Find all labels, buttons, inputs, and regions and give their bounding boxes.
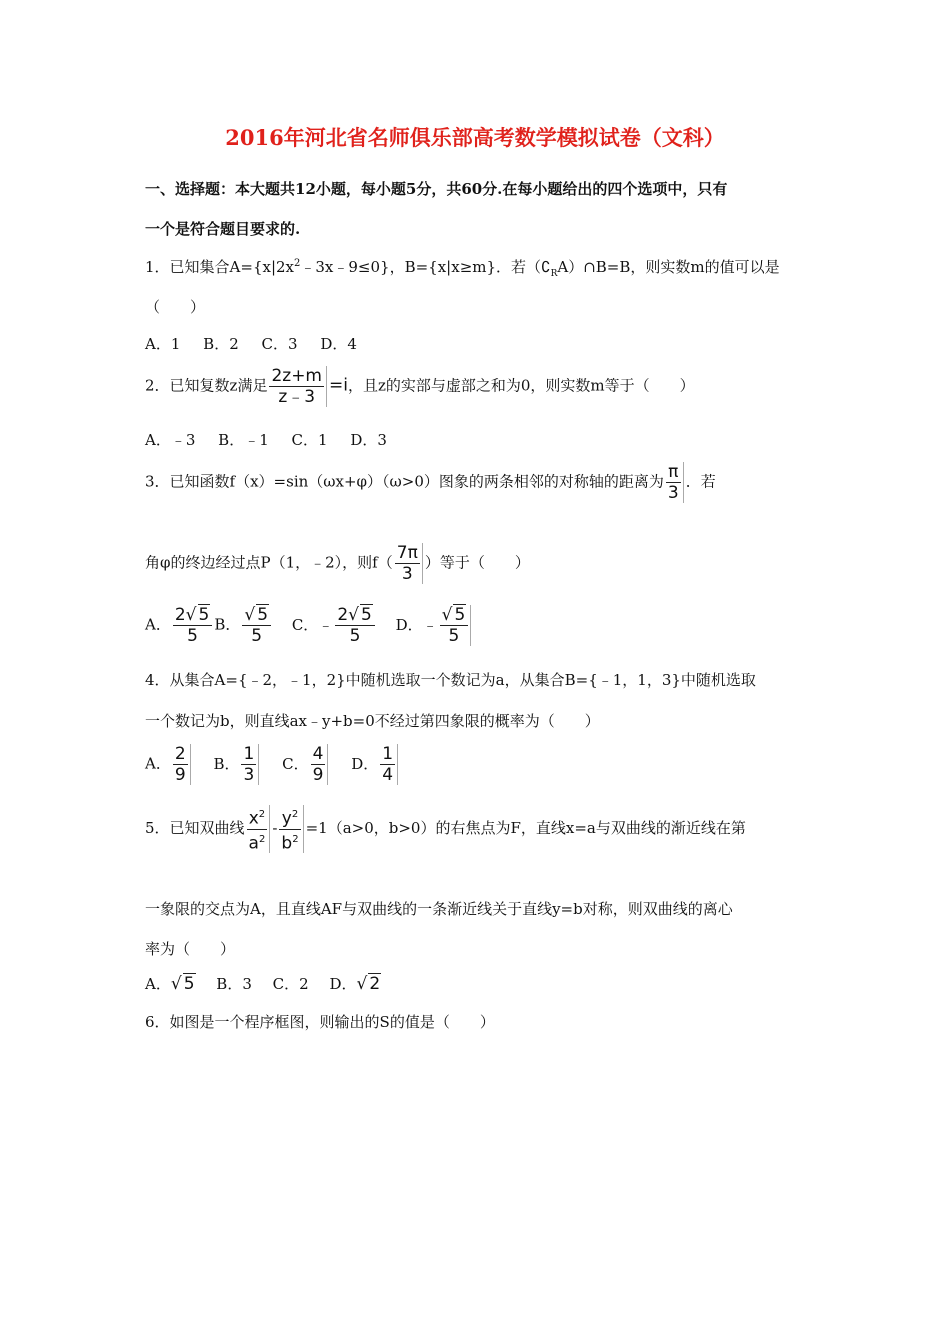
page-title: 2016年河北省名师俱乐部高考数学模拟试卷（文科） — [225, 125, 725, 150]
question-3-text: 3．已知函数f（x）=sin（ωx+φ）（ω>0）图象的两条相邻的对称轴的距离为 $\frac{\pi}{3}$ ．若 — [145, 462, 716, 503]
question-4-text-line2: 一个数记为b，则直线ax﹣y+b=0不经过第四象限的概率为（ ） — [145, 712, 600, 730]
option-b: B．2 — [203, 335, 239, 353]
section-heading-line2: 一个是符合题目要求的. — [145, 220, 301, 238]
question-4-options: A． $\frac{2}{9}$ B． $\frac{1}{3}$ C． $\frac{4}{9}$ D． $\frac{1}{4}$ — [145, 744, 400, 785]
question-1-blank: （ ） — [145, 298, 206, 316]
question-6-text: 6．如图是一个程序框图，则输出的S的值是（ ） — [145, 1013, 495, 1031]
question-5-text: 5．已知双曲线 $\frac{x^2}{a^2}$ - $\frac{y^2}{b^2}$ =1（a>0，b>0）的右焦点为F，直线x=a与双曲线的渐近线在第 — [145, 805, 746, 853]
question-1-options — [145, 333, 375, 354]
section-heading-line1: 一、选择题：本大题共12小题，每小题5分，共60分.在每小题给出的四个选项中，只有 — [145, 180, 728, 198]
option-a: A．1 — [145, 335, 181, 353]
question-2-text: 2．已知复数z满足 $\frac{2z+m}{z﹣3}$ =i，且z的实部与虚部之和为0，则实数m等于（ ） — [145, 366, 695, 407]
question-2-options: A．﹣3 B．﹣1 C．1 D．3 — [145, 431, 387, 449]
question-4-text: 4．从集合A={﹣2，﹣1，2}中随机选取一个数记为a，从集合B={﹣1，1，3}中随机选取 — [145, 671, 756, 689]
question-1-text: 1．已知集合$A=\{x|2x^2﹣3x﹣9\le 0\}$，B={x|x≥m}．若$(∁_RA)\cap B=B$，则实数m的值可以是 — [145, 258, 780, 279]
question-5-text-line3: 率为（ ） — [145, 940, 236, 958]
question-3-options: A． $\frac{2√ 5}{5}$ B． $\frac{√ 5}{5}$ C．﹣ $\frac{2√ 5}{5}$ D．﹣ $\frac{√ 5}{5}$ — [145, 605, 473, 646]
option-c: C．3 — [261, 335, 298, 353]
question-5-options: A．√ 5 B．3 C．2 D．√ 2 — [145, 974, 381, 994]
question-3-text-line2: 角φ的终边经过点P（1，﹣2），则f（ $\frac{7\pi}{3}$ ）等于（ ） — [145, 543, 530, 584]
question-5-text-line2: 一象限的交点为A，且直线AF与双曲线的一条渐近线关于直线y=b对称，则双曲线的离心 — [145, 900, 733, 918]
option-d: D．4 — [320, 335, 357, 353]
fraction: $\frac{2z+m}{z﹣3}$ — [269, 366, 327, 407]
